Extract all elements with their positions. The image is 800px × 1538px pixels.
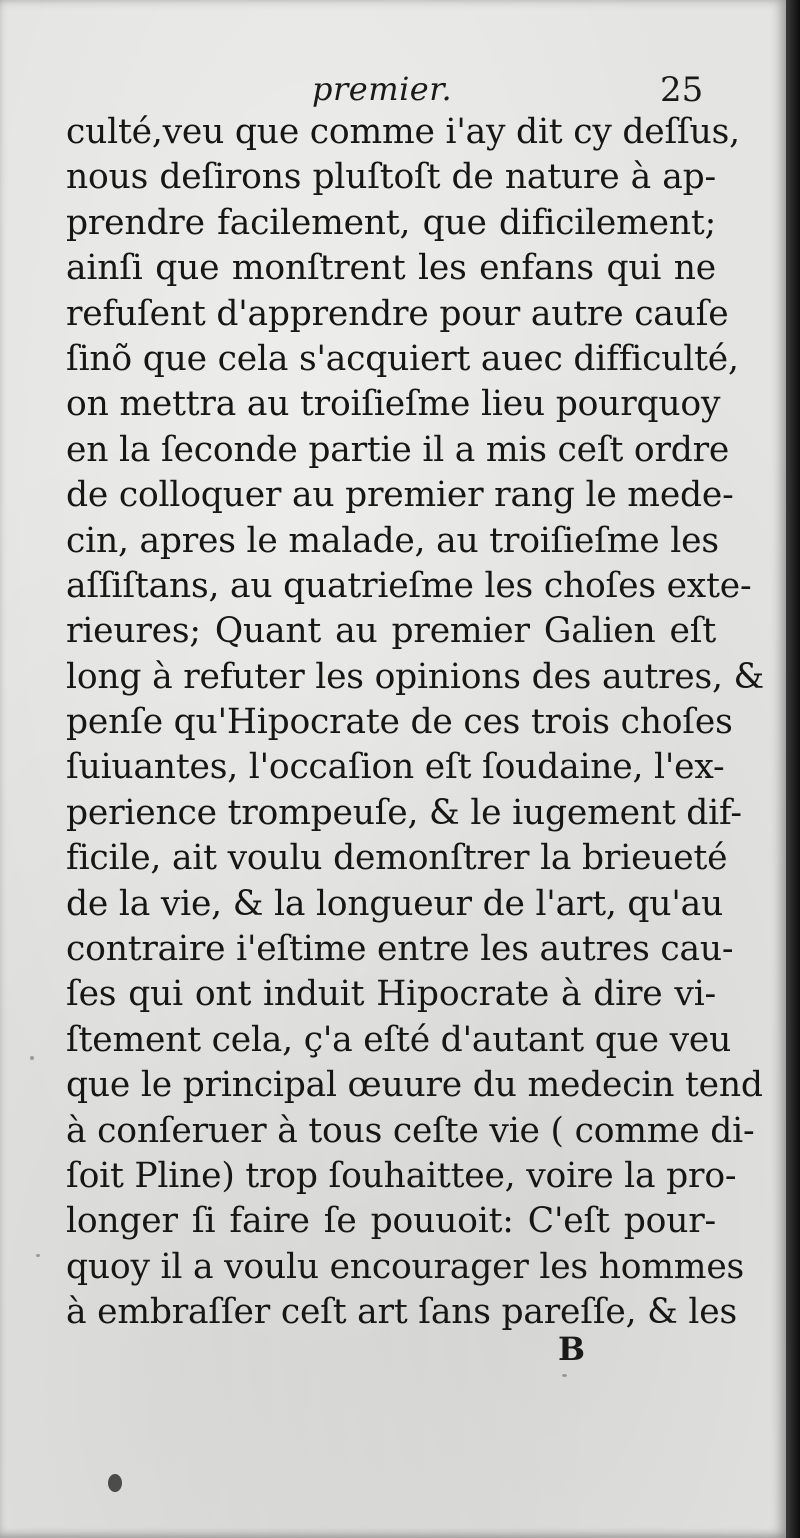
text-line: ſinõ que cela s'acquiert auec difficulté, — [66, 338, 739, 379]
text-line: culté,veu que comme i'ay dit cy deſſus, — [66, 112, 740, 152]
paper-speck — [36, 1254, 40, 1257]
text-line: penſe qu'Hipocrate de ces trois choſes — [66, 702, 733, 743]
text-line: à conſeruer à tous ceſte vie ( comme di- — [66, 1110, 755, 1151]
text-line: nous deſirons pluſtoſt de nature à ap- — [66, 157, 716, 198]
paper-speck — [562, 1374, 567, 1377]
text-line: ſes qui ont induit Hipocrate à dire vi- — [66, 974, 716, 1015]
text-line: aſſiſtans, au quatrieſme les choſes exte- — [66, 565, 752, 606]
body-text — [66, 110, 765, 1336]
text-line: ſuiuantes, l'occaſion eſt ſoudaine, l'ex- — [66, 747, 725, 788]
signature-mark: B — [558, 1330, 586, 1368]
text-line: en la ſeconde partie il a mis ceſt ordre — [66, 429, 730, 470]
text-line: ainſi que monſtrent les enfans qui ne — [66, 248, 716, 289]
text-line: ſtement cela, ç'a eſté d'autant que veu — [66, 1019, 732, 1060]
text-line: de colloquer au premier rang le mede- — [66, 475, 734, 516]
page-number: 25 — [660, 70, 704, 110]
text-line: ſoit Pline) trop ſouhaittee, voire la pro- — [66, 1155, 737, 1196]
text-line: ficile, ait voulu demonſtrer la brieueté — [66, 838, 728, 879]
text-line: rieures; Quant au premier Galien eſt — [66, 611, 716, 652]
text-line: prendre facilement, que dificilement; — [66, 202, 716, 243]
text-line: à embraſſer ceſt art ſans pareſſe, & les — [66, 1292, 737, 1333]
paper-speck — [30, 1056, 34, 1060]
text-line: que le principal œuure du medecin tend — [66, 1065, 763, 1106]
text-line: on mettra au troiſieſme lieu pourquoy — [66, 384, 721, 425]
text-line: cin, apres le malade, au troiſieſme les — [66, 520, 719, 561]
text-line: long à refuter les opinions des autres, & — [66, 656, 765, 697]
running-title: premier. — [312, 70, 453, 108]
text-line: perience trompeuſe, & le iugement dif- — [66, 792, 742, 833]
text-line: quoy il a voulu encourager les hommes — [66, 1246, 745, 1287]
text-line: contraire i'eſtime entre les autres cau- — [66, 929, 734, 970]
text-line: de la vie, & la longueur de l'art, qu'au — [66, 883, 724, 924]
text-line: refuſent d'apprendre pour autre cauſe — [66, 293, 729, 334]
ink-blot — [108, 1474, 122, 1492]
running-head — [0, 70, 786, 114]
text-line: longer ſi faire ſe pouuoit: C'eſt pour- — [66, 1201, 716, 1242]
page-edge-shadow — [786, 0, 800, 1538]
